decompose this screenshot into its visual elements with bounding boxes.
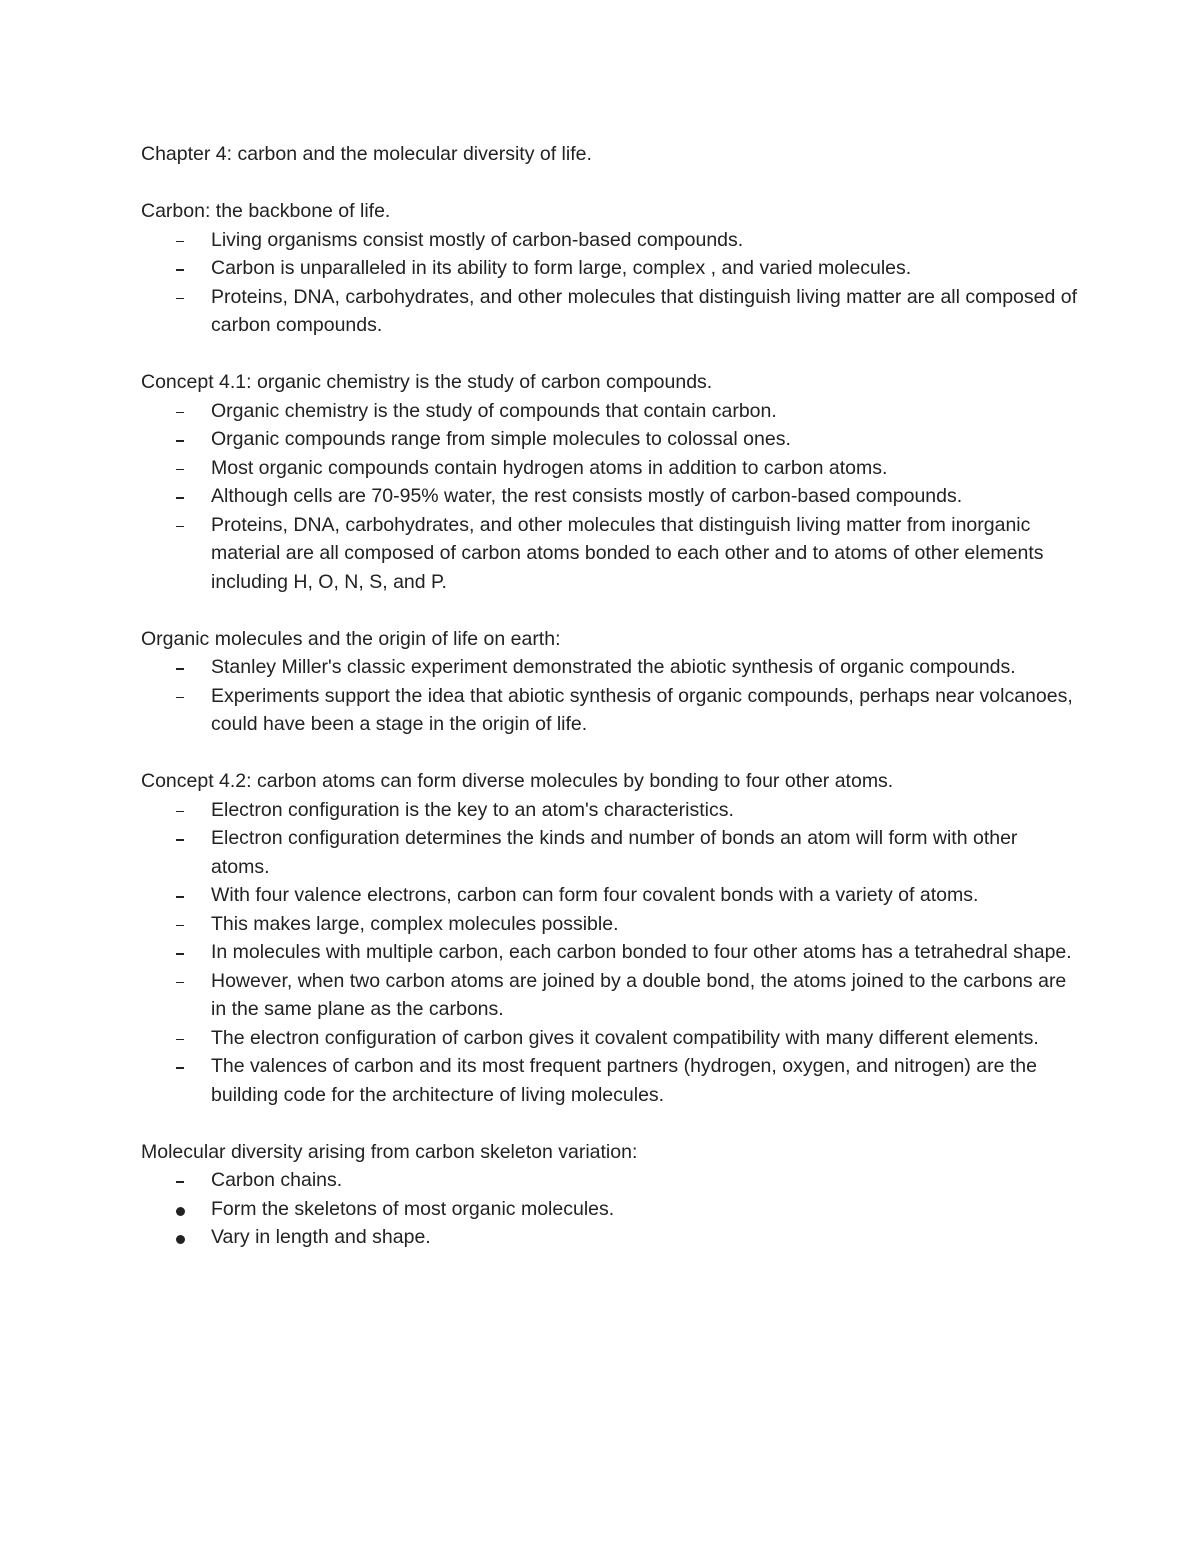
list-item-text: Proteins, DNA, carbohydrates, and other molecules that distinguish living matter from inorganic material are all composed of carbon atoms bonded to each other and to atoms of other elements including H, O, N, S, and P. [211, 513, 1044, 593]
list-item [141, 881, 1081, 910]
list-item-text: However, when two carbon atoms are joined by a double bond, the atoms joined to the carbons are in the same plane as the carbons. [211, 969, 1067, 1020]
document-section [141, 625, 1081, 739]
list-item-text: The valences of carbon and its most frequent partners (hydrogen, oxygen, and nitrogen) are the building code for the architecture of living molecules. [211, 1055, 1037, 1106]
list-item-text: With four valence electrons, carbon can form four covalent bonds with a variety of atoms. [211, 884, 979, 906]
section-list [141, 653, 1081, 739]
bullet-dash-icon [174, 682, 188, 711]
list-item [141, 226, 1081, 255]
bullet-dash-icon [174, 796, 188, 825]
list-item-text: Stanley Miller's classic experiment demonstrated the abiotic synthesis of organic compounds. [211, 656, 1016, 678]
bullet-dash-icon [174, 283, 188, 312]
list-item [141, 283, 1081, 340]
bullet-dash-icon [174, 881, 188, 910]
bullet-dash-icon [174, 511, 188, 540]
bullet-dash-icon [174, 226, 188, 255]
list-item-text: Organic compounds range from simple molecules to colossal ones. [211, 428, 791, 450]
section-list [141, 1166, 1081, 1252]
bullet-dash-icon [174, 1024, 188, 1053]
document-sections [141, 197, 1081, 1252]
list-item-text: Organic chemistry is the study of compounds that contain carbon. [211, 399, 777, 422]
list-item [141, 1024, 1081, 1053]
document-section [141, 1138, 1081, 1252]
list-item [141, 653, 1081, 682]
section-heading: Concept 4.1: organic chemistry is the study of carbon compounds. [141, 371, 713, 393]
bullet-dash-icon [174, 1166, 188, 1195]
list-item [141, 1052, 1081, 1109]
list-item [141, 425, 1081, 454]
list-item-text: Carbon is unparalleled in its ability to form large, complex , and varied molecules. [211, 257, 912, 279]
document-section [141, 197, 1081, 340]
bullet-dash-icon [174, 938, 188, 967]
section-heading: Molecular diversity arising from carbon skeleton variation: [141, 1140, 638, 1163]
list-item-text: Proteins, DNA, carbohydrates, and other molecules that distinguish living matter are all composed of carbon compounds. [211, 285, 1078, 336]
list-item [141, 910, 1081, 939]
list-item-text: Carbon chains. [211, 1169, 343, 1191]
section-heading: Organic molecules and the origin of life on earth: [141, 627, 561, 650]
section-list [141, 397, 1081, 597]
list-item [141, 511, 1081, 597]
document-page [141, 140, 1081, 1280]
list-item-text: Experiments support the idea that abiotic synthesis of organic compounds, perhaps near volcanoes, could have been a stage in the origin of life. [211, 684, 1073, 735]
list-item-text: Electron configuration is the key to an atom's characteristics. [211, 798, 734, 821]
bullet-dash-icon [174, 425, 188, 454]
section-list [141, 226, 1081, 340]
list-item [141, 938, 1081, 967]
list-item [141, 397, 1081, 426]
section-heading: Carbon: the backbone of life. [141, 200, 391, 222]
bullet-dash-icon [174, 482, 188, 511]
bullet-dash-icon [174, 967, 188, 996]
list-item [141, 482, 1081, 511]
document-title: Chapter 4: carbon and the molecular diversity of life. [141, 143, 592, 165]
bullet-dash-icon [174, 254, 188, 283]
list-item [141, 824, 1081, 881]
bullet-dash-icon [174, 1052, 188, 1081]
list-item-text: Form the skeletons of most organic molecules. [211, 1197, 615, 1220]
document-title-block [141, 140, 1081, 169]
list-item [141, 967, 1081, 1024]
bullet-dash-icon [174, 397, 188, 426]
bullet-dot-icon [174, 1223, 188, 1252]
section-list [141, 796, 1081, 1110]
list-item [141, 1166, 1081, 1195]
list-item [141, 454, 1081, 483]
list-item-text: Living organisms consist mostly of carbon-based compounds. [211, 228, 744, 251]
list-item-text: This makes large, complex molecules possible. [211, 912, 619, 935]
bullet-dot-icon [174, 1195, 188, 1224]
document-section [141, 368, 1081, 596]
list-item-text: Although cells are 70-95% water, the rest consists mostly of carbon-based compounds. [211, 485, 963, 507]
list-item-text: The electron configuration of carbon gives it covalent compatibility with many different elements. [211, 1026, 1039, 1049]
list-item-text: In molecules with multiple carbon, each carbon bonded to four other atoms has a tetrahedral shape. [211, 941, 1072, 963]
list-item [141, 254, 1081, 283]
bullet-dash-icon [174, 454, 188, 483]
bullet-dash-icon [174, 824, 188, 853]
section-heading: Concept 4.2: carbon atoms can form diverse molecules by bonding to four other atoms. [141, 770, 894, 792]
document-section [141, 767, 1081, 1109]
bullet-dash-icon [174, 910, 188, 939]
list-item [141, 682, 1081, 739]
list-item-text: Vary in length and shape. [211, 1226, 431, 1248]
list-item [141, 796, 1081, 825]
list-item-text: Most organic compounds contain hydrogen atoms in addition to carbon atoms. [211, 456, 888, 479]
list-item-text: Electron configuration determines the kinds and number of bonds an atom will form with other atoms. [211, 827, 1018, 878]
list-item [141, 1223, 1081, 1252]
bullet-dash-icon [174, 653, 188, 682]
list-item [141, 1195, 1081, 1224]
